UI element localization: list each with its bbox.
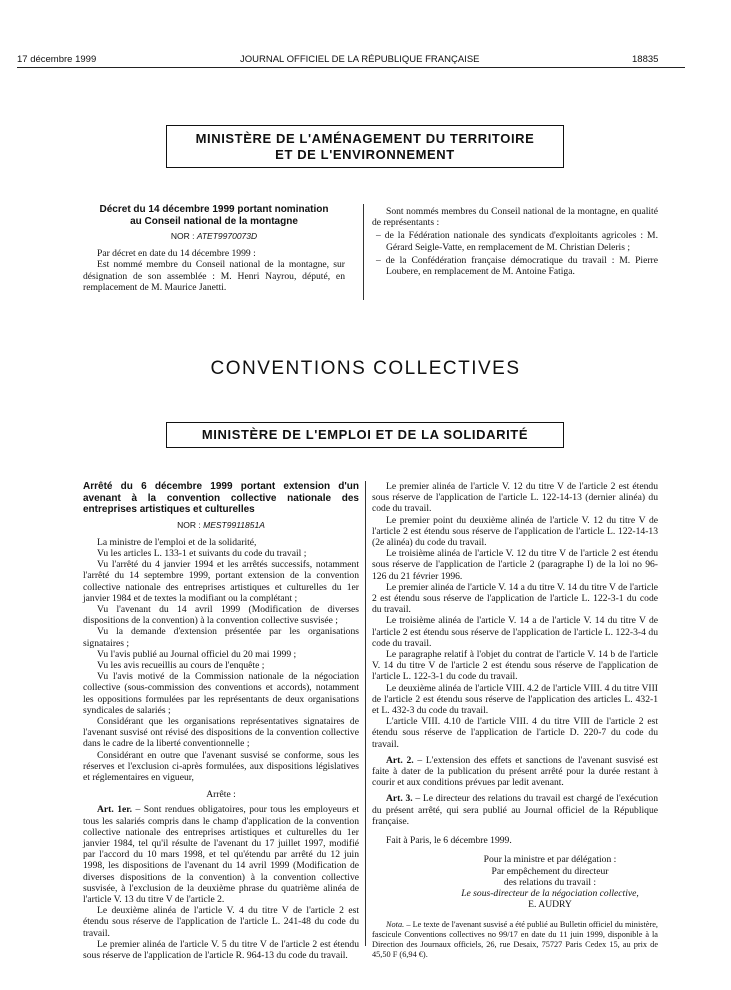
arrete-paragraph: Le paragraphe relatif à l'objet du contrat de l'article V. 14 b de l'article V. 14 du titre V de l'article 2 est étendu sous réserve de l'application de l'article L. 122-3-1 du code du travail. [372,649,658,683]
arrete-paragraph: Vu l'avis motivé de la Commission nationale de la négociation collective (sous-commission des conventions et accords), notamment les oppositions formulées par les représentants de deux organisations syndicales de salariés ; [83,671,359,716]
arrete-right-column [372,481,658,960]
article-1 [83,804,359,905]
list-item: – de la Confédération française démocratique du travail : M. Pierre Loubere, en remplacement de M. Antoine Fatiga. [376,254,658,278]
ministry-title-line2: ET DE L'ENVIRONNEMENT [275,146,455,162]
arrete-paragraph: Le deuxième alinéa de l'article VIII. 4.2 de l'article VIII. 4 du titre VIII de l'article 2 est étendu sous réserve de l'application des articles L. 432-1 et L. 432-3 du code du travail. [372,682,658,717]
ministry-title: MINISTÈRE DE L'EMPLOI ET DE LA SOLIDARITÉ [201,427,529,442]
article-1-label: Art. 1er. [97,804,133,816]
header-rule [17,67,685,68]
arrete-paragraph: Vu l'avenant du 14 avril 1999 (Modification de diverses dispositions de la convention) à la convention collective susvisée ; [83,603,359,627]
arrete-label: Arrête : [206,789,236,801]
header-date: 17 décembre 1999 [17,54,97,65]
arrete-paragraph: Le premier alinéa de l'article V. 5 du titre V de l'article 2 est étendu sous réserve de l'application de l'article R. 964-13 du code du travail. [83,938,359,962]
ministry-box-amenagement [166,125,564,168]
signature-line: des relations du travail : [503,876,597,888]
decret-title-line2: au Conseil national de la montagne [130,215,298,227]
nota-label: Nota. [386,920,405,930]
arrete-left-column [83,481,359,961]
article-3 [372,793,658,827]
arrete-paragraph: Vu les avis recueillis au cours de l'enquête ; [97,659,265,671]
arrete-paragraph: Le premier alinéa de l'article V. 12 du titre V de l'article 2 est étendu sous réserve de l'application de l'article L. 122-14-13 (dernier alinéa) du code du travail. [372,481,658,515]
nor-code: MEST9911851A [203,519,265,530]
arrete-paragraph: Le troisième alinéa de l'article V. 14 a de l'article V. 14 du titre V de l'article 2 est étendu sous réserve de l'application de l'article L. 122-3-4 du code du travail. [372,615,658,649]
article-2-text: – L'extension des effets et sanctions de l'avenant susvisé est faite à dater de la publication du présent arrêté pour la durée restant à courir et aux conditions prévues par ledit avenant. [372,754,658,789]
arrete-paragraph: Le troisième alinéa de l'article V. 12 du titre V de l'article 2 est étendu sous réserve de l'application de l'article 2 (paragraphe I) de la loi no 96-126 du 21 février 1996. [372,548,658,582]
nota-text: – Le texte de l'avenant susvisé a été publié au Bulletin officiel du ministère, fascicule Conventions collectives no 99/17 en date du 11 juin 1999, disponible à la Direction des Journaux officiels, 26, rue Desaix, 75727 Paris Cedex 15, au prix de 45,50 F (6,94 €). [372,920,658,959]
signature-line: Par empêchement du directeur [491,865,609,877]
arrete-paragraph: Le deuxième alinéa de l'article V. 4 du titre V de l'article 2 est étendu sous réserve de l'application de l'article L. 241-48 du code du travail. [83,905,359,939]
arrete-paragraph: Le premier point du deuxième alinéa de l'article V. 12 du titre V de l'article 2 est étendu sous réserve de l'application de l'article L. 122-14-13 (2e alinéa) du code du travail. [372,514,658,549]
arrete-paragraph: Considérant en outre que l'avenant susvisé se conforme, sous les réserves et l'exclusion ci-après formulées, aux dispositions législatives et réglementaires en vigueur, [83,749,359,783]
signature-block [372,854,658,910]
arrete-paragraph: Vu l'arrêté du 4 janvier 1994 et les arrêtés successifs, notamment l'arrêté du 14 septembre 1999, portant extension de la convention collective nationale des entreprises artistiques et culturelles du 1er janvier 1984 et de textes la modifiant ou la complétant ; [83,559,359,604]
list-item: – de la Fédération nationale des syndicats d'exploitants agricoles : M. Gérard Seigle-Vatte, en remplacement de M. Christian Deleris ; [376,230,658,253]
decret-paragraph: Sont nommés membres du Conseil national de la montagne, en qualité de représentants : [372,206,658,229]
nor-label: NOR : [177,519,201,530]
signature-line: Le sous-directeur de la négociation collective, [461,887,639,899]
decret-right-column [372,206,658,279]
decret-paragraph: Par décret en date du 14 décembre 1999 : [97,248,256,260]
arrete-paragraph: Considérant que les organisations représentatives signataires de l'avenant susvisé ont révisé des dispositions de la convention collective dans le cadre de la liberté conventionnelle ; [83,715,359,750]
arrete-paragraph: La ministre de l'emploi et de la solidarité, [97,536,257,548]
signature-line: Pour la ministre et par délégation : [483,854,617,866]
column-divider [365,481,366,946]
ministry-box-emploi [166,422,564,448]
arrete-paragraph: Le premier alinéa de l'article V. 14 a du titre V. 14 du titre V de l'article 2 est étendu sous réserve de l'application de l'article L. 122-3-1 du code du travail. [372,581,659,616]
arrete-nor [83,520,359,531]
nor-label: NOR : [170,231,195,241]
decret-title-line1: Décret du 14 décembre 1999 portant nomination [99,204,329,215]
article-2 [372,755,658,789]
fait-a-paris: Fait à Paris, le 6 décembre 1999. [386,835,512,847]
header-journal: JOURNAL OFFICIEL DE LA RÉPUBLIQUE FRANÇAISE [240,54,480,65]
arrete-paragraph: L'article VIII. 4.10 de l'article VIII. 4 du titre VIII de l'article 2 est étendu sous réserve de l'application de l'article D. 220-7 du code du travail. [372,716,658,750]
article-3-text: – Le directeur des relations du travail est chargé de l'exécution du présent arrêté, qui sera publié au Journal officiel de la République française. [372,793,658,827]
nota [372,920,658,959]
ministry-title-line1: MINISTÈRE DE L'AMÉNAGEMENT DU TERRITOIRE [195,130,535,146]
column-divider [363,204,364,300]
section-title: CONVENTIONS COLLECTIVES [210,358,521,379]
article-3-label: Art. 3. [386,793,413,805]
article-1-text: – Sont rendues obligatoires, pour tous les employeurs et tous les salariés compris dans le champ d'application de la convention collective nationale des entreprises artistiques et culturelles du 1er janvier 1984, tel qu'il résulte de l'avenant du 17 juillet 1997, modifié par l'accord du 10 mars 1998, et tel qu'étendu par arrêté du 12 juin 1998, les dispositions de l'avenant du 14 avril 1999 (Modification de diverses dispositions de la convention) à la convention collective susvisée, à l'exclusion de la deuxième phrase du quatrième alinéa de l'article V. 13 du titre V de l'article 2. [83,804,359,905]
decret-title [83,204,345,227]
signatory-name: E. AUDRY [528,899,572,911]
decret-paragraph: Est nommé membre du Conseil national de la montagne, sur désignation de son assemblée : M. Henri Nayrou, député, en remplacement de M. Maurice Janetti. [83,259,345,293]
header-page-number: 18835 [632,54,659,65]
decret-nor [83,231,345,242]
arrete-paragraph: Vu l'avis publié au Journal officiel du 20 mai 1999 ; [97,648,297,660]
arrete-paragraph: Vu la demande d'extension présentée par les organisations signataires ; [83,626,359,649]
decret-left-column [83,204,345,293]
arrete-title: Arrêté du 6 décembre 1999 portant extension d'un avenant à la convention collective nationale des entreprises artistiques et culturelles [83,481,359,515]
arrete-paragraph: Vu les articles L. 133-1 et suivants du code du travail ; [97,547,307,559]
nor-code: ATET9970073D [196,231,258,241]
representatives-list [372,230,658,277]
article-2-label: Art. 2. [386,754,414,766]
